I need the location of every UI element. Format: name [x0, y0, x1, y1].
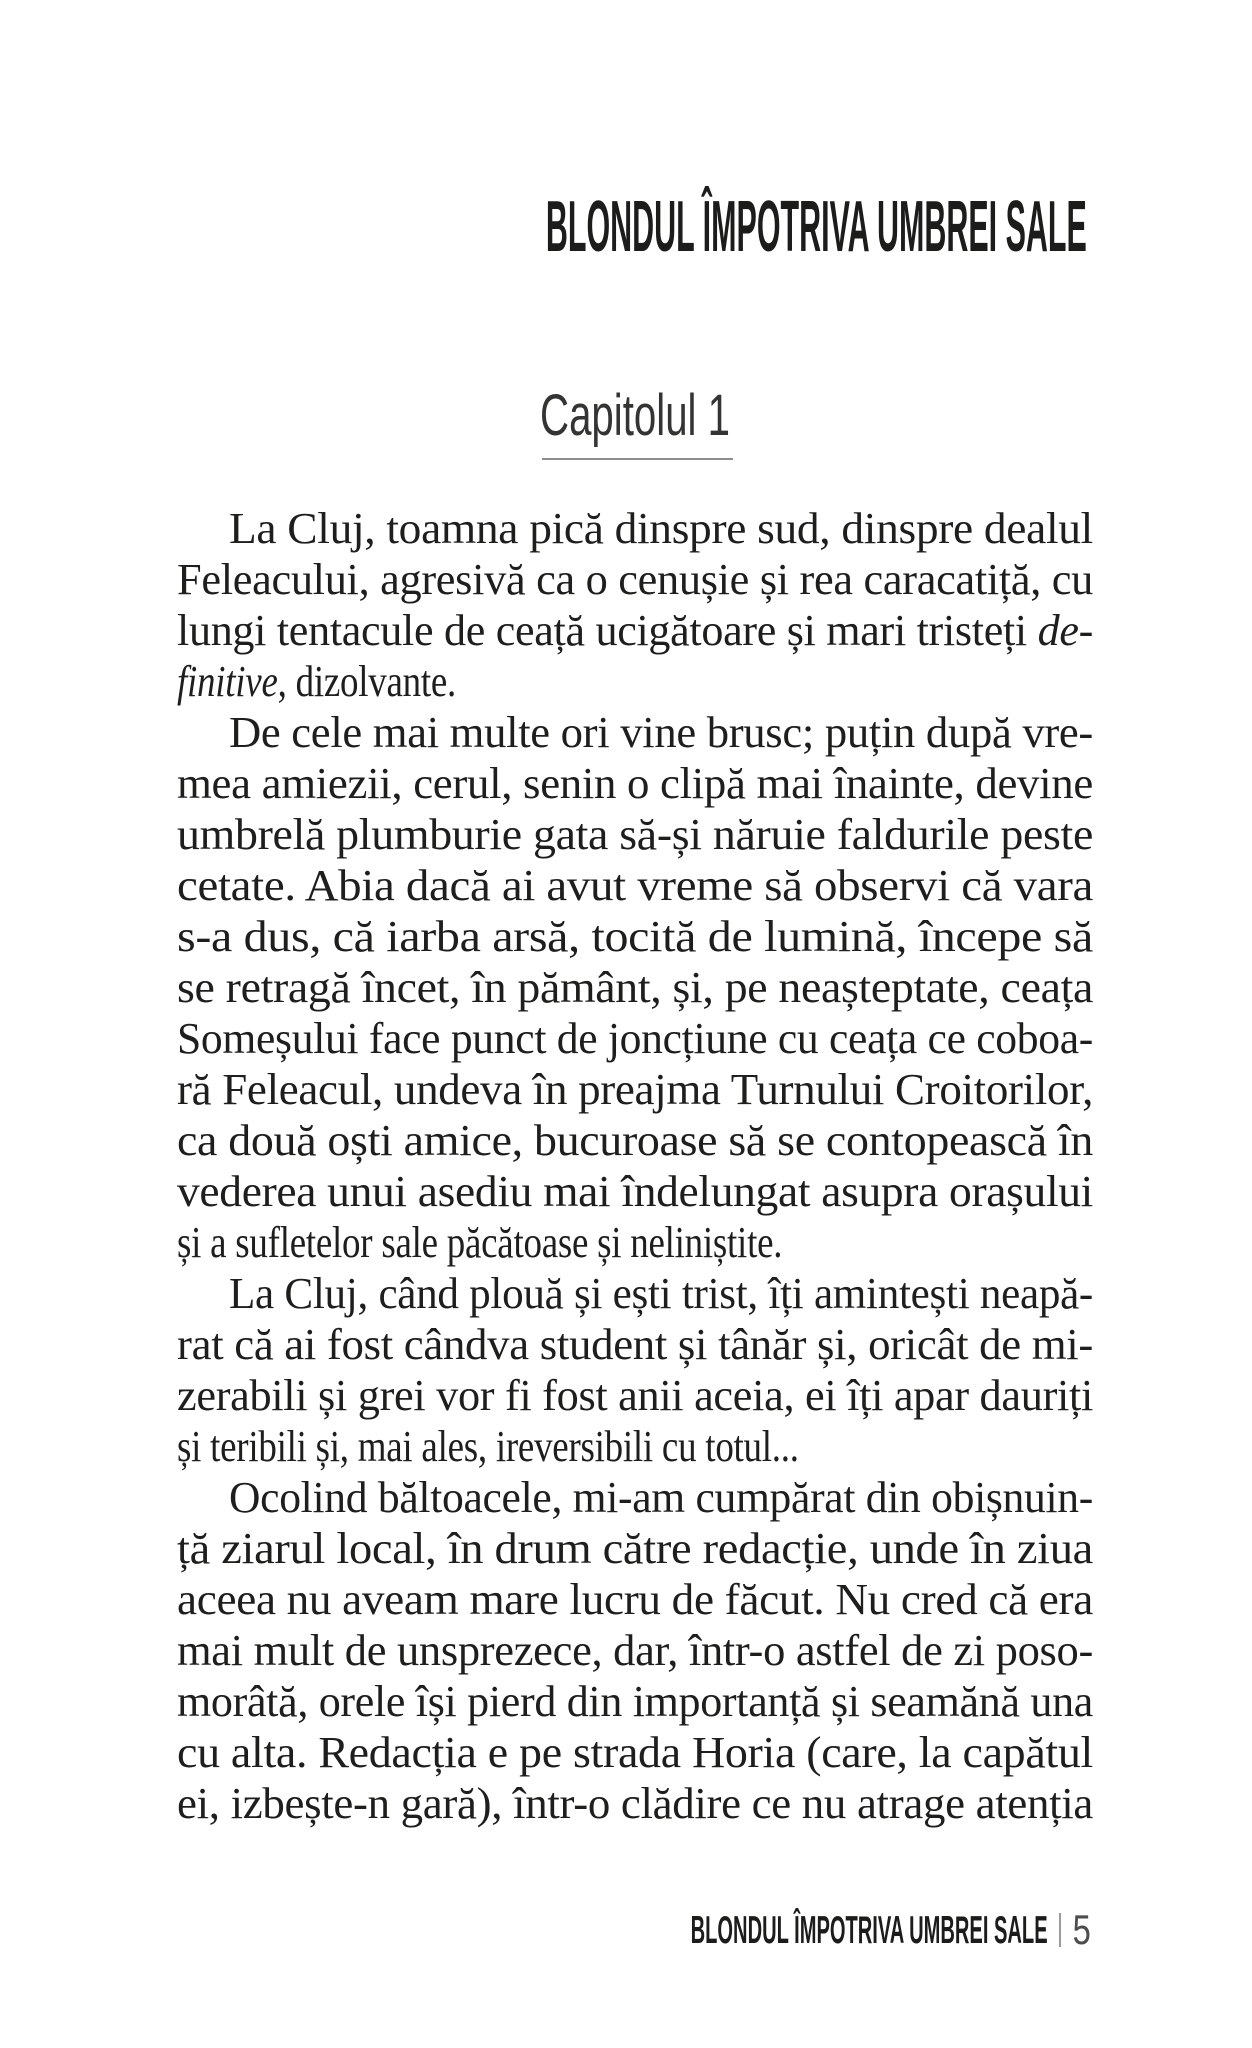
text-line: finitive, dizolvante.: [177, 657, 457, 706]
paragraph: [177, 707, 1093, 1268]
text-line: zerabili și grei vor fi fost anii aceia, ei îți apar dauriți: [177, 1371, 1093, 1420]
paragraph: [177, 1268, 1093, 1472]
text-line: ca două oști amice, bucuroase să se contopească în: [177, 1116, 1093, 1165]
text-line: Someșului face punct de joncțiune cu ceața ce coboa-: [177, 1014, 1093, 1063]
body-text: [177, 503, 1093, 1829]
text-line: ră Feleacul, undeva în preajma Turnului Croitorilor,: [177, 1065, 1093, 1114]
text-line: ei, izbește-n gară), într-o clădire ce nu atrage atenția: [177, 1779, 1093, 1828]
footer-divider: [1059, 1913, 1061, 1947]
text-line: lungi tentacule de ceață ucigătoare și mari tristeți de-: [177, 606, 1093, 655]
text-line: vederea unui asediu mai îndelungat asupra orașului: [177, 1167, 1093, 1216]
text-line: cu alta. Redacția e pe strada Horia (care, la capătul: [177, 1728, 1093, 1777]
text-line: aceea nu aveam mare lucru de făcut. Nu cred că era: [177, 1575, 1093, 1624]
page-number: 5: [1072, 1906, 1091, 1953]
text-line: rat că ai fost cândva student și tânăr și, oricât de mi-: [177, 1320, 1093, 1369]
text-line: morâtă, orele își pierd din importanță și seamănă una: [177, 1677, 1093, 1726]
text-line: s-a dus, că iarba arsă, tocită de lumină, începe să: [177, 912, 1093, 961]
text-line: De cele mai multe ori vine brusc; puțin după vre-: [229, 708, 1093, 757]
text-line: și teribili și, mai ales, ireversibili cu totul...: [177, 1422, 799, 1471]
paragraph: [177, 1472, 1093, 1829]
text-line: ță ziarul local, în drum către redacție, unde în ziua: [177, 1524, 1093, 1573]
text-line: umbrelă plumburie gata să-și năruie faldurile peste: [177, 810, 1093, 859]
text-line: și a sufletelor sale păcătoase și neliniștite.: [177, 1218, 783, 1267]
text-line: La Cluj, toamna pică dinspre sud, dinspre dealul: [229, 504, 1093, 553]
text-line: mai mult de unsprezece, dar, într-o astfel de zi poso-: [177, 1626, 1093, 1675]
page-title-text: BLONDUL ÎMPOTRIVA UMBREI SALE: [545, 187, 1087, 267]
text-line: se retragă încet, în pământ, și, pe neașteptate, ceața: [177, 963, 1093, 1012]
text-line: Feleacului, agresivă ca o cenușie și rea caracatiță, cu: [177, 555, 1093, 604]
text-line: cetate. Abia dacă ai avut vreme să observi că vara: [177, 861, 1093, 910]
footer-book-title-text: BLONDUL ÎMPOTRIVA UMBREI SALE: [690, 1908, 1048, 1952]
page-title: [177, 187, 1093, 267]
text-line: Ocolind băltoacele, mi-am cumpărat din obișnuin-: [229, 1473, 1093, 1522]
footer-book-title: [355, 1908, 1048, 1952]
chapter-heading: [177, 383, 1093, 448]
chapter-heading-text: Capitolul 1: [540, 383, 730, 448]
text-line: mea amiezii, cerul, senin o clipă mai înainte, devine: [177, 759, 1093, 808]
footer: [177, 1908, 1093, 1952]
text-line: La Cluj, când plouă și ești trist, îți amintești neapă-: [229, 1269, 1093, 1318]
chapter-underline: [542, 458, 733, 460]
paragraph: [177, 503, 1093, 707]
